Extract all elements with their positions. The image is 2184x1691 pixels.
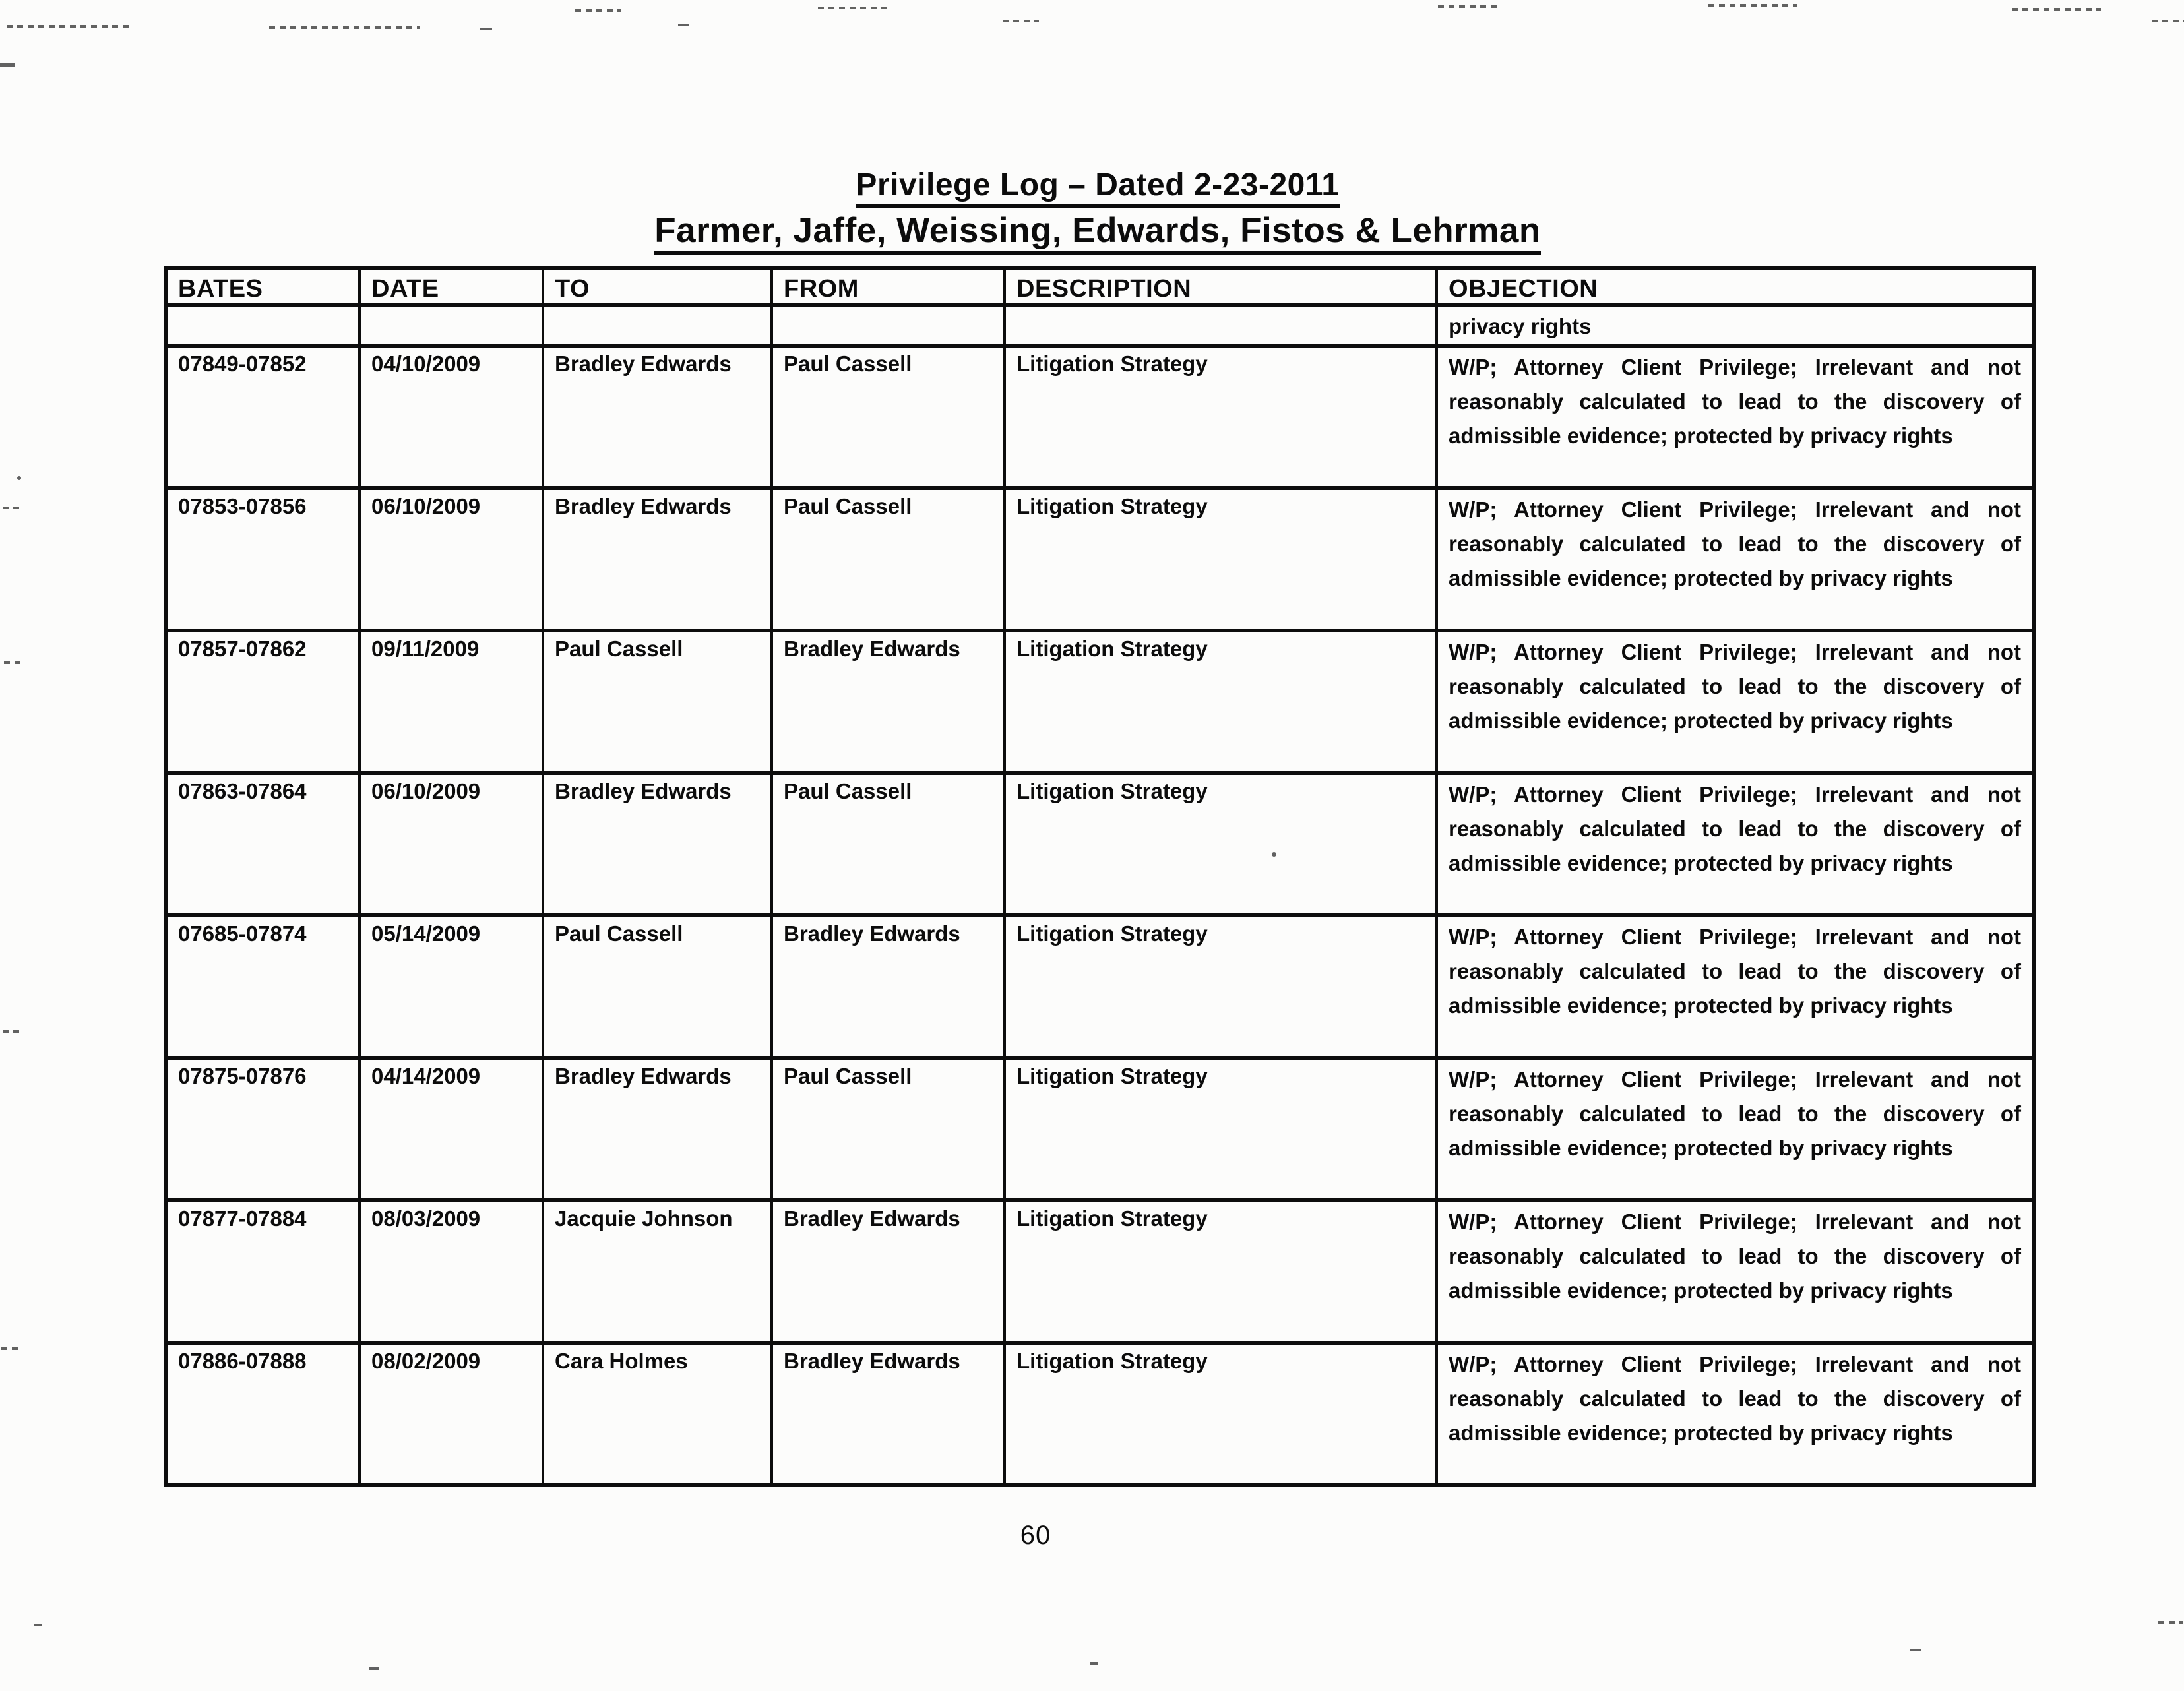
- cell-bates: 07863-07864: [166, 773, 359, 915]
- table-row: [166, 773, 2034, 915]
- cell-date: 05/14/2009: [359, 915, 543, 1058]
- cell-description: Litigation Strategy: [1005, 346, 1437, 488]
- scan-artifact: [480, 28, 492, 30]
- cell-date: 06/10/2009: [359, 488, 543, 630]
- cell-to: Bradley Edwards: [543, 488, 772, 630]
- table-row: [166, 1343, 2034, 1485]
- cell-description: Litigation Strategy: [1005, 488, 1437, 630]
- scan-artifact: [1708, 4, 1797, 7]
- cell-bates: 07886-07888: [166, 1343, 359, 1485]
- scan-artifact: [1090, 1662, 1098, 1665]
- cell-from: Paul Cassell: [772, 488, 1005, 630]
- cell-objection: W/P; Attorney Client Privilege; Irrelevant and not reasonably calculated to lead to the discovery of admissible evidence; protected by privacy rights: [1437, 915, 2034, 1058]
- cell-bates: 07685-07874: [166, 915, 359, 1058]
- table-row: [166, 630, 2034, 773]
- cell-date: 09/11/2009: [359, 630, 543, 773]
- cell-description: Litigation Strategy: [1005, 1343, 1437, 1485]
- table-row: [166, 488, 2034, 630]
- cell-from: Bradley Edwards: [772, 630, 1005, 773]
- cell-bates: 07857-07862: [166, 630, 359, 773]
- scan-artifact: [34, 1624, 42, 1626]
- empty-cell: [772, 305, 1005, 346]
- cell-description: Litigation Strategy: [1005, 1058, 1437, 1200]
- scan-artifact: [2158, 1621, 2183, 1624]
- cell-bates: 07849-07852: [166, 346, 359, 488]
- scan-artifact: [4, 661, 20, 664]
- cell-description: Litigation Strategy: [1005, 630, 1437, 773]
- cell-to: Bradley Edwards: [543, 346, 772, 488]
- cell-from: Bradley Edwards: [772, 1200, 1005, 1343]
- cell-to: Bradley Edwards: [543, 773, 772, 915]
- cell-objection: W/P; Attorney Client Privilege; Irrelevant and not reasonably calculated to lead to the discovery of admissible evidence; protected by privacy rights: [1437, 346, 2034, 488]
- cell-to: Jacquie Johnson: [543, 1200, 772, 1343]
- page-number: 60: [1020, 1521, 1051, 1550]
- title-block: [164, 166, 2032, 252]
- scan-artifact: [3, 1030, 22, 1033]
- scan-artifact: [369, 1667, 379, 1670]
- cell-objection: privacy rights: [1437, 305, 2034, 346]
- column-header-objection: OBJECTION: [1437, 268, 2034, 305]
- scan-artifact: [2152, 20, 2184, 22]
- cell-objection: W/P; Attorney Client Privilege; Irrelevant and not reasonably calculated to lead to the discovery of admissible evidence; protected by privacy rights: [1437, 630, 2034, 773]
- scan-artifact: [1, 1347, 18, 1350]
- document-title: Privilege Log – Dated 2-23-2011: [856, 168, 1339, 208]
- cell-bates: 07877-07884: [166, 1200, 359, 1343]
- cell-objection: W/P; Attorney Client Privilege; Irrelevant and not reasonably calculated to lead to the discovery of admissible evidence; protected by privacy rights: [1437, 1343, 2034, 1485]
- scan-artifact: [7, 25, 129, 28]
- cell-description: Litigation Strategy: [1005, 773, 1437, 915]
- scan-artifact: [1438, 5, 1501, 8]
- cell-description: Litigation Strategy: [1005, 915, 1437, 1058]
- cell-to: Cara Holmes: [543, 1343, 772, 1485]
- cell-from: Paul Cassell: [772, 346, 1005, 488]
- cell-objection: W/P; Attorney Client Privilege; Irrelevant and not reasonably calculated to lead to the discovery of admissible evidence; protected by privacy rights: [1437, 488, 2034, 630]
- empty-cell: [1005, 305, 1437, 346]
- cell-date: 06/10/2009: [359, 773, 543, 915]
- cell-from: Bradley Edwards: [772, 1343, 1005, 1485]
- column-header-to: TO: [543, 268, 772, 305]
- table-body: [166, 305, 2034, 1485]
- column-header-from: FROM: [772, 268, 1005, 305]
- privilege-log-table: [164, 266, 2036, 1487]
- cell-objection: W/P; Attorney Client Privilege; Irrelevant and not reasonably calculated to lead to the discovery of admissible evidence; protected by privacy rights: [1437, 773, 2034, 915]
- cell-to: Paul Cassell: [543, 915, 772, 1058]
- empty-cell: [166, 305, 359, 346]
- cell-objection: W/P; Attorney Client Privilege; Irrelevant and not reasonably calculated to lead to the discovery of admissible evidence; protected by privacy rights: [1437, 1058, 2034, 1200]
- cell-date: 08/03/2009: [359, 1200, 543, 1343]
- cell-bates: 07853-07856: [166, 488, 359, 630]
- scan-artifact: [818, 7, 887, 9]
- cell-to: Bradley Edwards: [543, 1058, 772, 1200]
- scan-artifact: [1003, 20, 1039, 22]
- cell-objection: W/P; Attorney Client Privilege; Irrelevant and not reasonably calculated to lead to the discovery of admissible evidence; protected by privacy rights: [1437, 1200, 2034, 1343]
- cell-date: 04/10/2009: [359, 346, 543, 488]
- scan-artifact: [0, 63, 15, 67]
- scan-artifact: [3, 507, 20, 509]
- empty-cell: [543, 305, 772, 346]
- cell-from: Bradley Edwards: [772, 915, 1005, 1058]
- table-row: [166, 346, 2034, 488]
- scan-artifact: [269, 26, 420, 29]
- column-header-date: DATE: [359, 268, 543, 305]
- document-subtitle: Farmer, Jaffe, Weissing, Edwards, Fistos & Lehrman: [654, 211, 1541, 255]
- empty-cell: [359, 305, 543, 346]
- cell-from: Paul Cassell: [772, 773, 1005, 915]
- table-row: [166, 915, 2034, 1058]
- column-header-description: DESCRIPTION: [1005, 268, 1437, 305]
- cell-to: Paul Cassell: [543, 630, 772, 773]
- cell-from: Paul Cassell: [772, 1058, 1005, 1200]
- scan-artifact: [17, 476, 21, 480]
- table-row: [166, 1200, 2034, 1343]
- cell-bates: 07875-07876: [166, 1058, 359, 1200]
- scan-artifact: [678, 24, 689, 26]
- column-header-bates: BATES: [166, 268, 359, 305]
- scan-artifact: [1910, 1649, 1921, 1651]
- continuation-row: [166, 305, 2034, 346]
- header-row: [166, 268, 2034, 305]
- scan-artifact: [575, 9, 621, 12]
- scan-artifact: [2012, 8, 2101, 11]
- cell-date: 04/14/2009: [359, 1058, 543, 1200]
- cell-date: 08/02/2009: [359, 1343, 543, 1485]
- cell-description: Litigation Strategy: [1005, 1200, 1437, 1343]
- table-row: [166, 1058, 2034, 1200]
